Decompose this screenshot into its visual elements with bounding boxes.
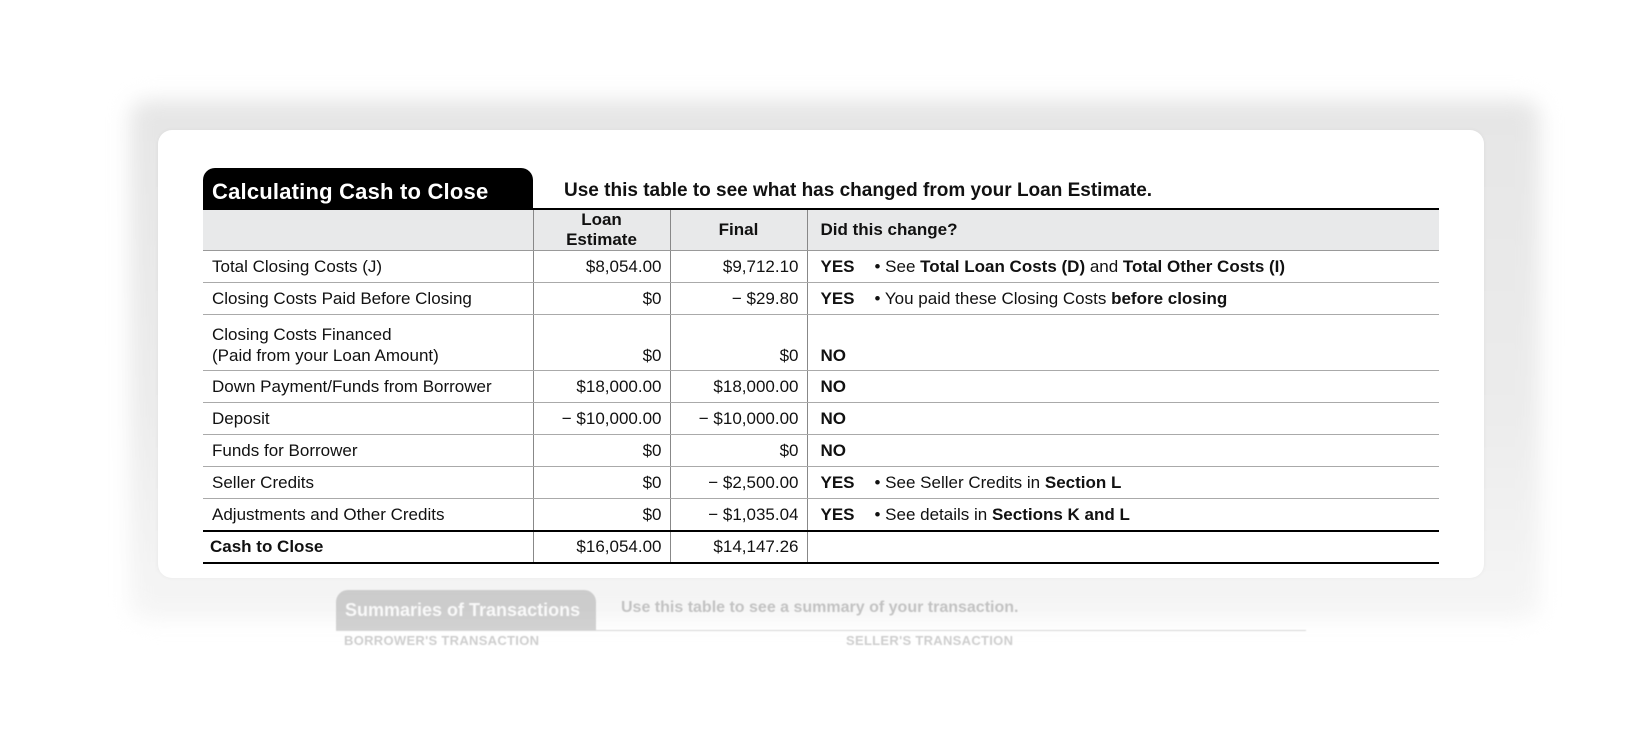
section-title: Calculating Cash to Close bbox=[203, 168, 533, 210]
table-row bbox=[203, 251, 1439, 283]
note-emphasis: Section L bbox=[1044, 472, 1122, 492]
header-final: Final bbox=[670, 209, 807, 251]
loan-estimate-value: $0 bbox=[533, 315, 670, 371]
change-flag: YES bbox=[820, 256, 855, 276]
final-value: $18,000.00 bbox=[670, 371, 807, 403]
summaries-title: Summaries of Transactions bbox=[336, 590, 596, 630]
change-note bbox=[875, 473, 1122, 492]
loan-estimate-value: $0 bbox=[533, 435, 670, 467]
row-label: Down Payment/Funds from Borrower bbox=[203, 371, 533, 403]
change-cell bbox=[807, 315, 1439, 371]
section-subtitle: Use this table to see what has changed from your Loan Estimate. bbox=[564, 180, 1153, 201]
change-flag: YES bbox=[820, 288, 855, 308]
total-final: $14,147.26 bbox=[670, 531, 807, 563]
seller-transaction-heading: SELLER'S TRANSACTION bbox=[846, 633, 1014, 648]
change-flag: NO bbox=[820, 376, 846, 396]
row-label-line: (Paid from your Loan Amount) bbox=[212, 346, 439, 365]
change-cell bbox=[807, 403, 1439, 435]
note-text: • You paid these Closing Costs bbox=[874, 288, 1112, 308]
borrower-transaction-heading: BORROWER'S TRANSACTION bbox=[344, 633, 540, 648]
loan-estimate-value: $0 bbox=[533, 283, 670, 315]
loan-estimate-value: − $10,000.00 bbox=[533, 403, 670, 435]
table-row bbox=[203, 499, 1439, 532]
change-cell bbox=[807, 499, 1439, 532]
row-label: Adjustments and Other Credits bbox=[203, 499, 533, 532]
total-loan-estimate: $16,054.00 bbox=[533, 531, 670, 563]
change-note bbox=[875, 257, 1286, 276]
summaries-section-preview bbox=[336, 585, 1306, 648]
header-did-this-change: Did this change? bbox=[807, 209, 1439, 251]
row-label: Funds for Borrower bbox=[203, 435, 533, 467]
row-label bbox=[203, 315, 533, 371]
note-text: • See bbox=[874, 256, 921, 276]
final-value: − $2,500.00 bbox=[670, 467, 807, 499]
change-cell bbox=[807, 251, 1439, 283]
summaries-subtitle: Use this table to see a summary of your transaction. bbox=[621, 599, 1019, 616]
note-text: • See Seller Credits in bbox=[874, 472, 1045, 492]
change-flag: NO bbox=[820, 408, 846, 428]
total-change-cell bbox=[807, 531, 1439, 563]
table-row bbox=[203, 315, 1439, 371]
change-flag: NO bbox=[820, 346, 846, 365]
loan-estimate-value: $18,000.00 bbox=[533, 371, 670, 403]
change-note bbox=[875, 505, 1130, 524]
change-flag: YES bbox=[820, 472, 855, 492]
table-header-row bbox=[203, 209, 1439, 251]
loan-estimate-value: $0 bbox=[533, 499, 670, 532]
row-label: Deposit bbox=[203, 403, 533, 435]
header-loan-estimate: Loan Estimate bbox=[533, 209, 670, 251]
change-cell bbox=[807, 435, 1439, 467]
change-flag: YES bbox=[820, 504, 855, 524]
row-label-line: Closing Costs Financed bbox=[212, 325, 392, 344]
table-row bbox=[203, 403, 1439, 435]
total-row bbox=[203, 531, 1439, 563]
change-cell bbox=[807, 467, 1439, 499]
change-flag: NO bbox=[820, 440, 846, 460]
final-value: − $1,035.04 bbox=[670, 499, 807, 532]
note-emphasis: Sections K and L bbox=[991, 504, 1130, 524]
total-label: Cash to Close bbox=[203, 531, 533, 563]
row-label: Closing Costs Paid Before Closing bbox=[203, 283, 533, 315]
note-text: • See details in bbox=[874, 504, 992, 524]
final-value: − $10,000.00 bbox=[670, 403, 807, 435]
summaries-rule bbox=[336, 630, 1306, 631]
loan-estimate-value: $0 bbox=[533, 467, 670, 499]
table-row bbox=[203, 435, 1439, 467]
final-value: − $29.80 bbox=[670, 283, 807, 315]
final-value: $0 bbox=[670, 435, 807, 467]
note-emphasis: Total Other Costs (I) bbox=[1122, 256, 1286, 276]
table-row bbox=[203, 371, 1439, 403]
change-note bbox=[875, 289, 1228, 308]
table-row bbox=[203, 467, 1439, 499]
header-item bbox=[203, 209, 533, 251]
loan-estimate-value: $8,054.00 bbox=[533, 251, 670, 283]
row-label: Total Closing Costs (J) bbox=[203, 251, 533, 283]
cash-to-close-table bbox=[203, 208, 1439, 564]
note-text: and bbox=[1085, 256, 1123, 276]
note-emphasis: before closing bbox=[1111, 288, 1228, 308]
final-value: $0 bbox=[670, 315, 807, 371]
change-cell bbox=[807, 283, 1439, 315]
change-cell bbox=[807, 371, 1439, 403]
table-row bbox=[203, 283, 1439, 315]
row-label: Seller Credits bbox=[203, 467, 533, 499]
note-emphasis: Total Loan Costs (D) bbox=[920, 256, 1086, 276]
final-value: $9,712.10 bbox=[670, 251, 807, 283]
